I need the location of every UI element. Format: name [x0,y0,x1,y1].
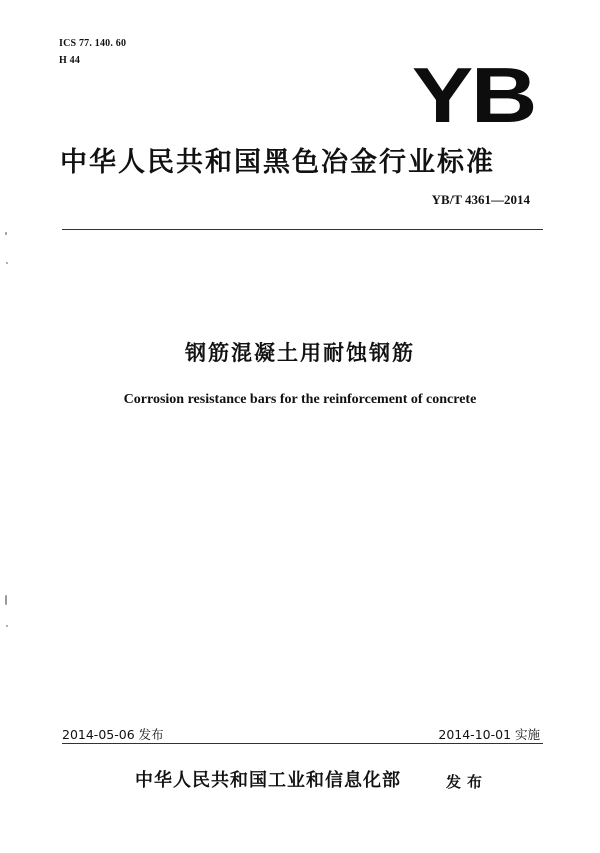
footer-divider [62,743,543,744]
scan-speck [6,625,8,627]
scan-speck [6,262,8,264]
document-title-cn: 钢筋混凝土用耐蚀钢筋 [185,341,415,365]
scan-speck [5,232,7,235]
ccs-code: H 44 [59,55,81,66]
issue-date: 2014-05-06 发布 [62,727,164,742]
ics-code: ICS 77. 140. 60 [59,38,127,49]
yb-logo: YB [411,51,535,139]
header-divider [62,229,543,230]
scan-speck [5,595,7,605]
standard-number: YB/T 4361—2014 [431,192,530,207]
issuer-name: 中华人民共和国工业和信息化部 [135,770,401,791]
issuer-action: 发布 [446,773,489,791]
standard-category-title: 中华人民共和国黑色冶金行业标准 [60,147,495,178]
implementation-date: 2014-10-01 实施 [438,727,540,742]
document-title-en: Corrosion resistance bars for the reinforcement of concrete [123,392,477,407]
